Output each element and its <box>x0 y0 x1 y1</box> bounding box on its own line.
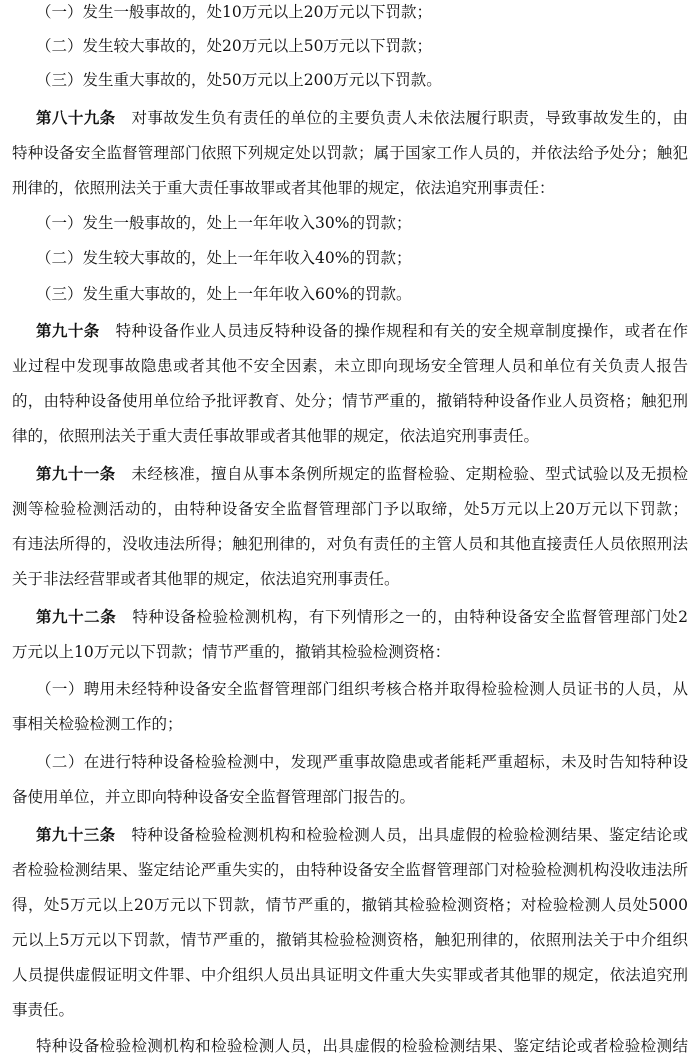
article-text: 特种设备检验检测机构和检验检测人员，出具虚假的检验检测结果、鉴定结论或 <box>131 826 688 844</box>
art93-line-4: 元以上5万元以下罚款，情节严重的，撤销其检验检测资格，触犯刑律的，依照刑法关于中介组织 <box>12 931 688 949</box>
art88-item-2: （二）发生较大事故的，处20万元以上50万元以下罚款； <box>36 37 432 55</box>
article-text: 未经核准，擅自从事本条例所规定的监督检验、定期检验、型式试验以及无损检 <box>131 465 688 483</box>
article-text: 对事故发生负有责任的单位的主要负责人未依法履行职责，导致事故发生的，由 <box>131 109 688 127</box>
art91-line-2: 测等检验检测活动的，由特种设备安全监督管理部门予以取缔，处5万元以上20万元以下罚款； <box>12 500 688 518</box>
article-number: 第八十九条 <box>36 108 116 127</box>
art89-line-3: 刑律的，依照刑法关于重大责任事故罪或者其他罪的规定，依法追究刑事责任： <box>12 179 555 197</box>
art91-line-3: 有违法所得的，没收违法所得；触犯刑律的，对负有责任的主管人员和其他直接责任人员依照刑法 <box>12 535 688 553</box>
article-text: 特种设备作业人员违反特种设备的操作规程和有关的安全规章制度操作，或者在作 <box>115 322 688 340</box>
art92-item-2-line-1: （二）在进行特种设备检验检测中，发现严重事故隐患或者能耗严重超标，未及时告知特种设 <box>36 753 688 771</box>
art89-item-2: （二）发生较大事故的，处上一年年收入40%的罚款； <box>36 249 412 267</box>
art93-line-2: 者检验检测结果、鉴定结论严重失实的，由特种设备安全监督管理部门对检验检测机构没收违法所 <box>12 861 688 879</box>
art91-paragraph-line-1 <box>36 464 688 484</box>
art93-line-3: 得，处5万元以上20万元以下罚款，情节严重的，撤销其检验检测资格；对检验检测人员处5000 <box>12 896 688 914</box>
art88-item-3: （三）发生重大事故的，处50万元以上200万元以下罚款。 <box>36 71 442 89</box>
art93-line-6: 事责任。 <box>12 1001 75 1019</box>
art90-line-2: 业过程中发现事故隐患或者其他不安全因素，未立即向现场安全管理人员和单位有关负责人报告 <box>12 357 688 375</box>
art92-item-1-line-1: （一）聘用未经特种设备安全监督管理部门组织考核合格并取得检验检测人员证书的人员，从 <box>36 680 688 698</box>
art92-item-1-line-2: 事相关检验检测工作的； <box>12 715 183 733</box>
article-number: 第九十二条 <box>36 607 117 626</box>
art89-item-3: （三）发生重大事故的，处上一年年收入60%的罚款。 <box>36 285 412 303</box>
article-number: 第九十条 <box>36 321 100 340</box>
trailing-paragraph-line: 特种设备检验检测机构和检验检测人员，出具虚假的检验检测结果、鉴定结论或者检验检测结 <box>36 1037 688 1055</box>
art93-paragraph-line-1 <box>36 825 688 845</box>
art89-item-1: （一）发生一般事故的，处上一年年收入30%的罚款； <box>36 214 412 232</box>
article-number: 第九十三条 <box>36 825 116 844</box>
art91-line-4: 关于非法经营罪或者其他罪的规定，依法追究刑事责任。 <box>12 570 400 588</box>
art92-line-2: 万元以上10万元以下罚款；情节严重的，撤销其检验检测资格： <box>12 643 451 661</box>
art89-paragraph-line-1 <box>36 108 688 128</box>
article-text: 特种设备检验检测机构，有下列情形之一的，由特种设备安全监督管理部门处2 <box>132 608 688 626</box>
art89-line-2: 特种设备安全监督管理部门依照下列规定处以罚款；属于国家工作人员的，并依法给予处分；触犯 <box>12 144 688 162</box>
art93-line-5: 人员提供虚假证明文件罪、中介组织人员出具证明文件重大失实罪或者其他罪的规定，依法追究刑 <box>12 966 688 984</box>
art88-item-1: （一）发生一般事故的，处10万元以上20万元以下罚款； <box>36 3 432 21</box>
article-number: 第九十一条 <box>36 464 116 483</box>
art92-item-2-line-2: 备使用单位，并立即向特种设备安全监督管理部门报告的。 <box>12 788 416 806</box>
art92-paragraph-line-1 <box>36 607 688 627</box>
art90-line-4: 律的，依照刑法关于重大责任事故罪或者其他罪的规定，依法追究刑事责任。 <box>12 427 540 445</box>
art90-paragraph-line-1 <box>36 321 688 341</box>
art90-line-3: 的，由特种设备使用单位给予批评教育、处分；情节严重的，撤销特种设备作业人员资格；触犯刑 <box>12 392 688 410</box>
